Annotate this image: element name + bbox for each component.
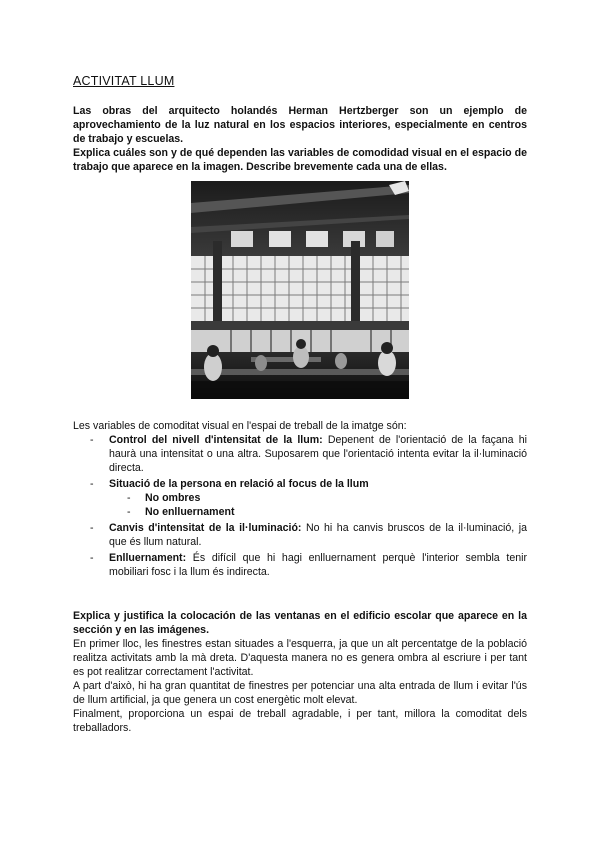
item-heading: Enlluernament:: [109, 552, 187, 564]
list-item: [73, 477, 527, 519]
question-one: [73, 104, 527, 174]
item-heading: Control del nivell d'intensitat de la llum:: [109, 434, 323, 446]
answer-paragraph: Finalment, proporciona un espai de treball agradable, i per tant, millora la comoditat dels treballadors.: [73, 708, 527, 734]
list-dash: -: [90, 552, 94, 564]
sub-list-item: - No ombres: [127, 492, 201, 504]
list-dash: -: [127, 506, 131, 518]
sub-list: [109, 491, 527, 519]
question-heading: Explica y justifica la colocación de las ventanas en el edificio escolar que aparece en la sección y en las imágenes.: [73, 610, 527, 636]
variables-list: [73, 433, 527, 581]
item-text: És difícil que hi hagi enlluernament perquè l'interior sembla tenir mobiliari fosc i la llum és indirecta.: [109, 552, 527, 578]
item-text: No hi ha canvis bruscos de la il·luminació, ja que és llum natural.: [109, 522, 527, 548]
intro-paragraph: Las obras del arquitecto holandés Herman Hertzberger son un ejemplo de aprovechamiento de la luz natural en los espacios interiores, especialmente en centros de trabajo y escuelas.: [73, 105, 527, 145]
question-two: [73, 609, 527, 735]
item-heading: Situació de la persona en relació al focus de la llum: [109, 478, 369, 490]
list-item: [73, 551, 527, 579]
question-paragraph: Explica cuáles son y de qué dependen las variables de comodidad visual en el espacio de trabajo que aparece en la imagen. Describe brevemente cada una de ellas.: [73, 147, 527, 173]
item-heading: Canvis d'intensitat de la il·luminació:: [109, 522, 302, 534]
list-item: [73, 521, 527, 549]
variables-intro: Les variables de comoditat visual en l'espai de treball de la imatge són:: [73, 420, 407, 432]
sub-list-item: - No enlluernament: [127, 506, 235, 518]
answer-paragraph: A part d'això, hi ha gran quantitat de finestres per potenciar una alta entrada de llum i evitar l'ús de llum artificial, ja que genera un cost energètic molt elevat.: [73, 680, 527, 706]
list-dash: -: [127, 492, 131, 504]
list-dash: -: [90, 434, 94, 446]
list-dash: -: [90, 478, 94, 490]
list-dash: -: [90, 522, 94, 534]
answer-paragraph: En primer lloc, les finestres estan situades a l'esquerra, ja que un alt percentatge de la població realitza activitats amb la mà dreta. D'aquesta manera no es genera ombra al escriure i per tant es pot realitzar correctament l'activitat.: [73, 638, 527, 678]
list-item: [73, 433, 527, 475]
item-text: Depenent de l'orientació de la façana hi haurà una intensitat o una altra. Suposarem que l'orientació intenta evitar la il·luminació directa.: [109, 434, 527, 474]
document-title: ACTIVITAT LLUM: [73, 74, 175, 88]
classroom-photo: [191, 181, 409, 399]
